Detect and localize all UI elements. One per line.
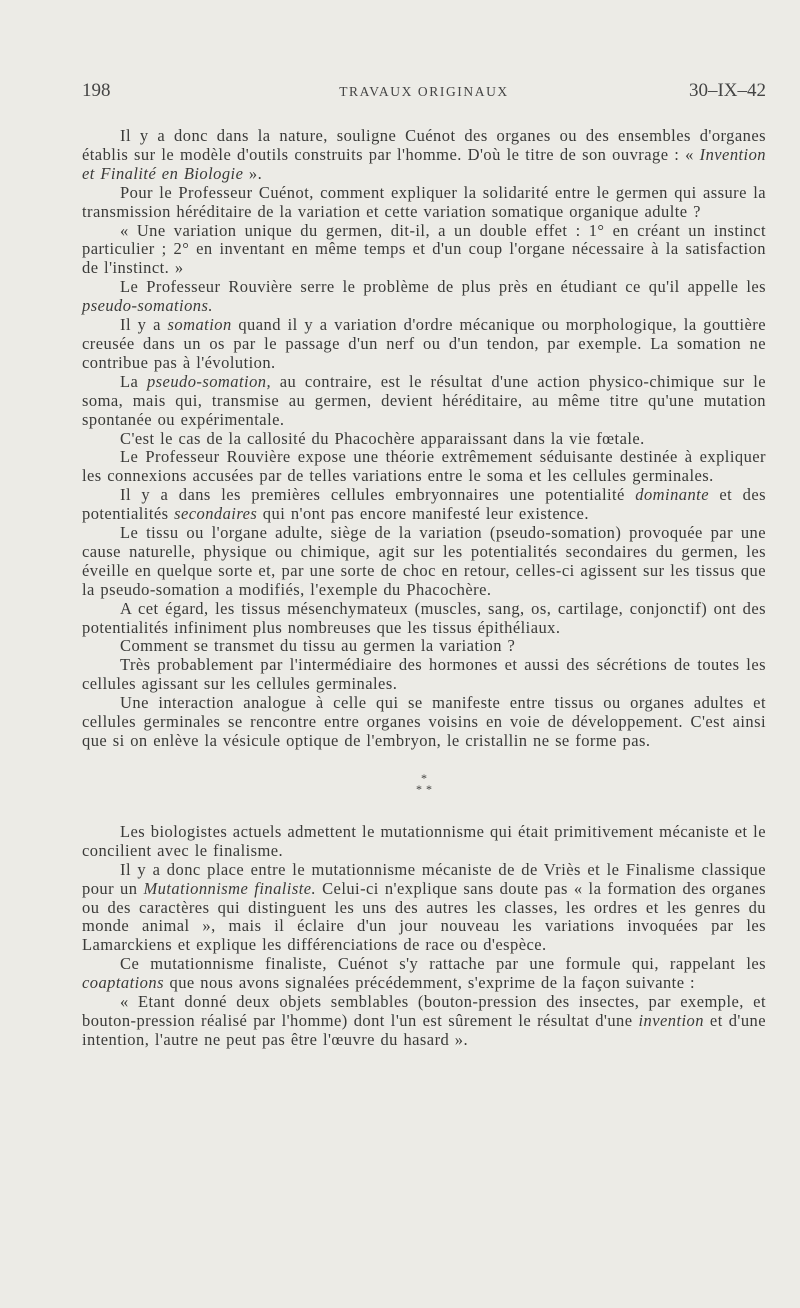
separator-stars: * * [416, 781, 432, 796]
paragraph [82, 127, 766, 184]
italic-text: dominante [635, 485, 709, 505]
text-run: Comment se transmet du tissu au germen la variation ? [120, 636, 516, 656]
text-run: Le Professeur Rouvière serre le problème de plus près en étudiant ce qu'il appelle les [120, 277, 766, 297]
text-run: et d'une intention, l'autre ne peut pas être l'œuvre du hasard ». [82, 1010, 766, 1049]
paragraph [82, 823, 766, 861]
text-run: Les biologistes actuels admettent le mutationnisme qui était primitivement mécaniste et le concilient avec le finalisme. [82, 821, 766, 860]
paragraph [82, 524, 766, 600]
section-separator [82, 770, 766, 796]
text-run: « Etant donné deux objets semblables (bouton-pression des insectes, par exemple, et bouton-pression réalisé par l'homme) dont l'un est sûrement le résultat d'une [82, 992, 766, 1030]
text-run: A cet égard, les tissus mésenchymateux (muscles, sang, os, cartilage, conjonctif) ont des potentialités infiniment plus nombreuses que les tissus épithéliaux. [82, 598, 766, 637]
article-body [82, 127, 766, 1050]
running-header [82, 80, 766, 110]
italic-text: pseudo-somations. [82, 296, 213, 316]
paragraph [82, 993, 766, 1050]
running-title: TRAVAUX ORIGINAUX [339, 84, 509, 99]
italic-text: Mutationnisme finaliste. [143, 878, 317, 898]
italic-text: coaptations [82, 973, 164, 993]
text-run: Le tissu ou l'organe adulte, siège de la variation (pseudo-somation) provoquée par une cause naturelle, physique ou chimique, agit sur les potentialités secondaires du germen, les éveille en quelque sorte et, par une sorte de choc en retour, celles-ci agissent sur les tissus que la pseudo-somation a modifiés, l'exemple du Phacochère. [82, 523, 766, 599]
section-before-separator [82, 127, 766, 751]
text-run: et des potentialités [82, 485, 766, 524]
page-number: 198 [82, 80, 111, 101]
text-run: Très probablement par l'intermédiaire des hormones et aussi des sécrétions de toutes les cellules agissant sur les cellules germinales. [82, 655, 766, 694]
paragraph [82, 373, 766, 430]
paragraph [82, 861, 766, 956]
paragraph [82, 955, 766, 993]
paragraph [82, 600, 766, 638]
text-run: Celui-ci n'explique sans doute pas « la formation des organes ou des caractères qui distinguent les uns des autres les classes, les ordres et les genres du monde animal », mais il éclaire d'un jour nouveau les variations invoquées par les Lamarckiens et explique les différenciations de race ou d'espèce. [82, 878, 766, 955]
separator-star: * [421, 770, 427, 785]
paragraph [82, 222, 766, 279]
header-date: 30–IX–42 [688, 80, 766, 101]
italic-text: pseudo-somation, [146, 371, 272, 391]
text-run: Il y a donc dans la nature, souligne Cuénot des organes ou des ensembles d'organes établis sur le modèle d'outils construits par l'homme. D'où le titre de son ouvrage : « [82, 126, 766, 164]
text-run: qui n'ont pas encore manifesté leur existence. [257, 504, 589, 524]
text-run: Pour le Professeur Cuénot, comment expliquer la solidarité entre le germen qui assure la transmission héréditaire de la variation et cette variation somatique organique adulte ? [82, 182, 766, 221]
text-run: Ce mutationnisme finaliste, Cuénot s'y rattache par une formule qui, rappelant les [120, 954, 766, 974]
italic-text: Invention et Finalité en Biologie [82, 144, 766, 183]
paragraph [82, 637, 766, 656]
paragraph [82, 656, 766, 694]
paragraph [82, 448, 766, 486]
italic-text: somation [167, 315, 232, 335]
text-run: La [120, 371, 147, 391]
paragraph [82, 694, 766, 751]
italic-text: secondaires [174, 504, 258, 524]
paragraph [82, 184, 766, 222]
text-run: C'est le cas de la callosité du Phacochère apparaissant dans la vie fœtale. [120, 428, 645, 448]
text-run: quand il y a variation d'ordre mécanique ou morphologique, la gouttière creusée dans un os par le passage d'un nerf ou d'un tendon, par exemple. La somation ne contribue pas à l'évolution. [82, 315, 766, 372]
italic-text: invention [638, 1010, 704, 1030]
paragraph [82, 486, 766, 524]
section-after-separator [82, 823, 766, 1050]
text-run: que nous avons signalées précédemment, s'exprime de la façon suivante : [163, 973, 696, 993]
paragraph [82, 278, 766, 316]
text-run: ». [243, 163, 263, 183]
text-run: Une interaction analogue à celle qui se manifeste entre tissus ou organes adultes et cellules germinales se rencontre entre organes voisins en voie de développement. C'est ainsi que si on enlève la vésicule optique de l'embryon, le cristallin ne se forme pas. [82, 693, 766, 750]
text-run: au contraire, est le résultat d'une action physico-chimique sur le soma, mais qui, transmise au germen, devient héréditaire, au même titre qu'une mutation spontanée ou expérimentale. [82, 371, 767, 429]
text-run: Il y a donc place entre le mutationnisme mécaniste de de Vriès et le Finalisme classique pour un [82, 859, 766, 898]
text-run: Il y a [120, 315, 168, 335]
text-run: Le Professeur Rouvière expose une théorie extrêmement séduisante destinée à expliquer les connexions accusées par de telles variations entre le soma et les cellules germinales. [82, 447, 766, 486]
text-run: Il y a dans les premières cellules embryonnaires une potentialité [120, 485, 636, 505]
paragraph [82, 430, 766, 449]
paragraph [82, 316, 766, 373]
text-run: « Une variation unique du germen, dit-il, a un double effet : 1° en créant un instinct particulier ; 2° en inventant en même temps et d'un coup l'organe nécessaire à la satisfaction de l'instinct. » [82, 220, 766, 278]
